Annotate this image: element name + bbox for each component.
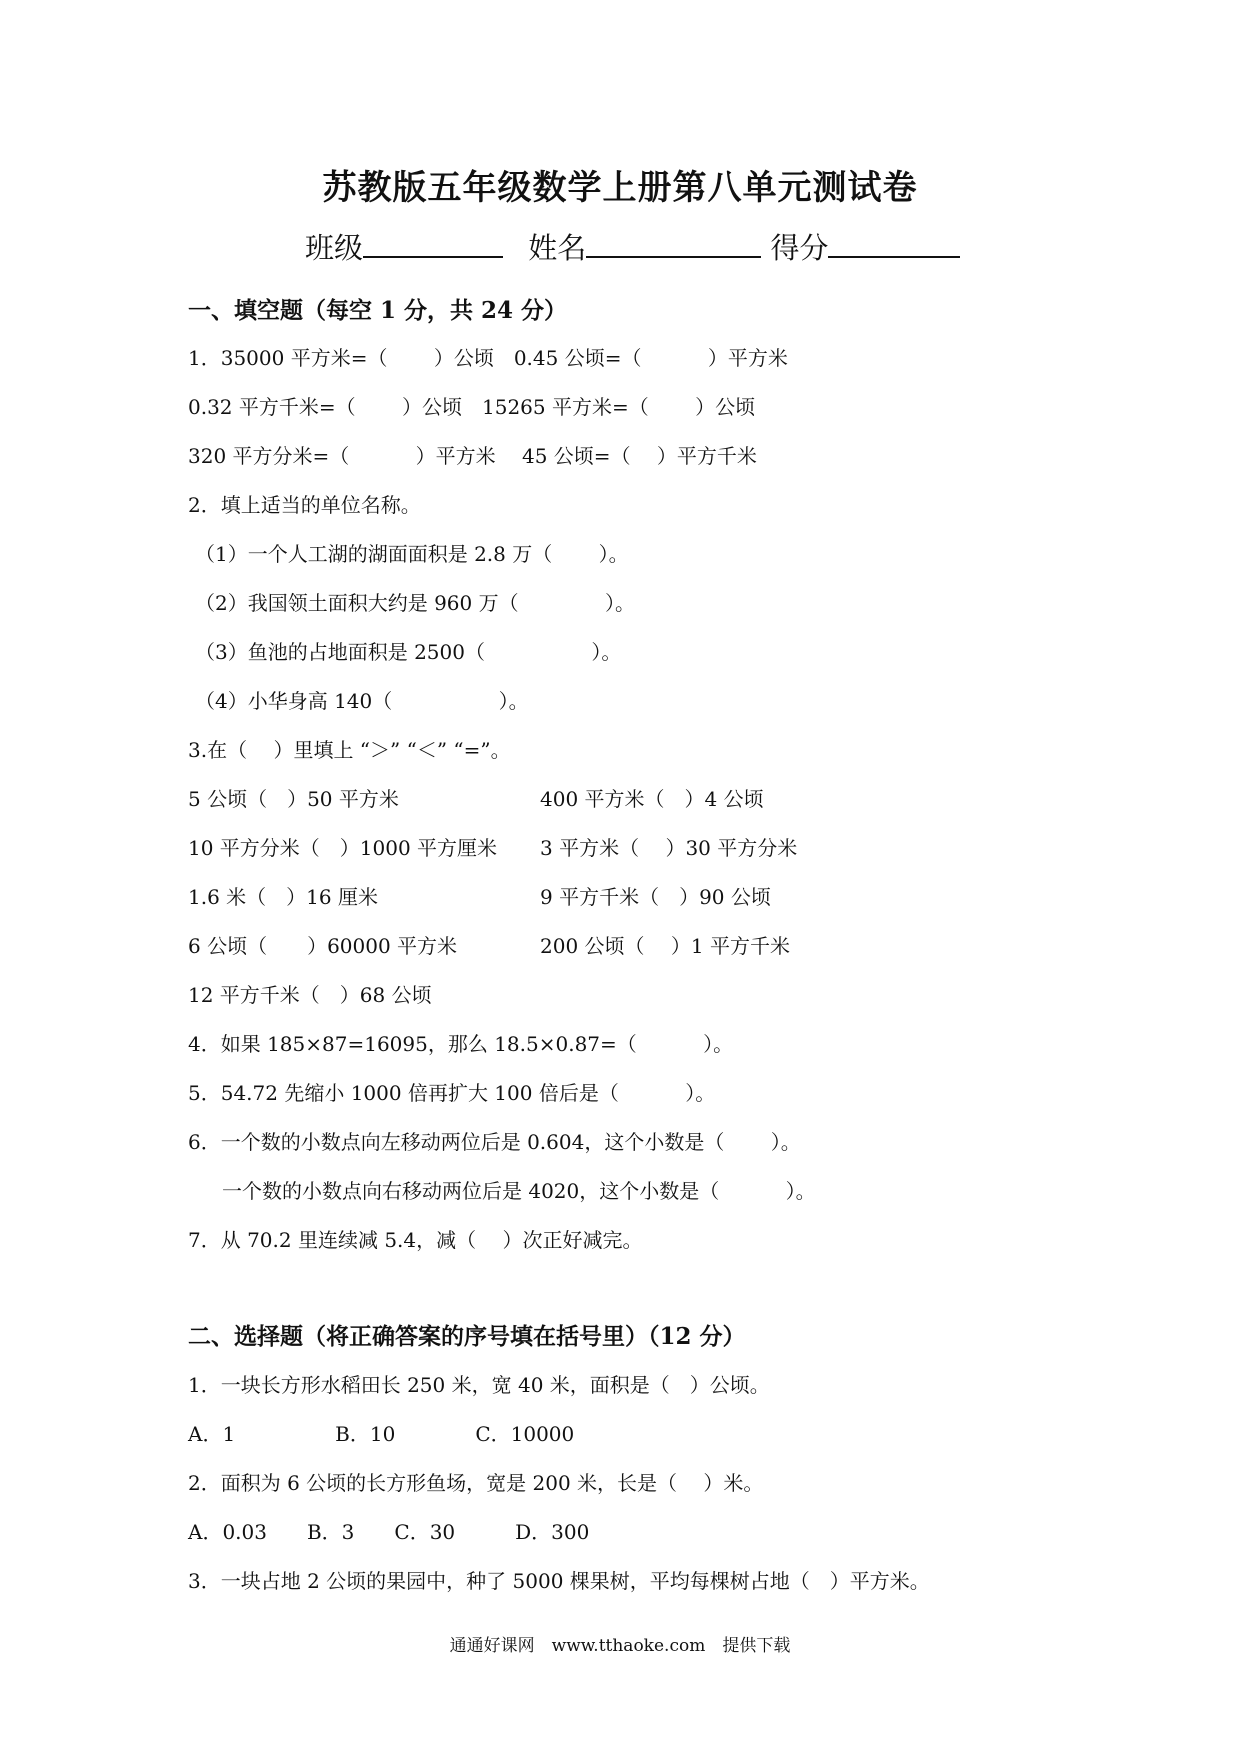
answer-options: A．0.03 B．3 C．30 D．300 [188, 1520, 590, 1544]
name-blank [586, 234, 761, 258]
question-line: （4）小华身高 140（ ）。 [195, 689, 529, 713]
compare-item: 12 平方千米（ ）68 公顷 [188, 983, 432, 1007]
question-line: （2）我国领土面积大约是 960 万（ ）。 [195, 591, 635, 615]
question-line: 320 平方分米=（ ）平方米 45 公顷=（ ）平方千米 [188, 444, 757, 468]
compare-item: 400 平方米（ ）4 公顷 [540, 787, 764, 811]
question-line: 5．54.72 先缩小 1000 倍再扩大 100 倍后是（ ）。 [188, 1081, 716, 1105]
footer-credit: 通通好课网 www.tthaoke.com 提供下载 [449, 1636, 791, 1656]
compare-item: 10 平方分米（ ）1000 平方厘米 [188, 836, 498, 860]
question-line: 3.在（ ）里填上 “＞” “＜” “=”。 [188, 738, 511, 762]
question-line: 一个数的小数点向右移动两位后是 4020，这个小数是（ ）。 [222, 1179, 816, 1203]
student-info-row [305, 226, 960, 267]
section2-heading: 二、选择题（将正确答案的序号填在括号里）（12 分） [188, 1323, 746, 1350]
question-line: 3．一块占地 2 公顷的果园中，种了 5000 棵果树，平均每棵树占地（ ）平方米。 [188, 1569, 930, 1593]
answer-options: A．1 B．10 C．10000 [188, 1422, 575, 1446]
section1-heading: 一、填空题（每空 1 分，共 24 分） [188, 297, 568, 324]
compare-item: 9 平方千米（ ）90 公顷 [540, 885, 771, 909]
compare-item: 6 公顷（ ）60000 平方米 [188, 934, 458, 958]
question-line: 0.32 平方千米=（ ）公顷 15265 平方米=（ ）公顷 [188, 395, 756, 419]
question-line: 2．填上适当的单位名称。 [188, 493, 421, 517]
page-title: 苏教版五年级数学上册第八单元测试卷 [322, 168, 918, 208]
question-line: 1．一块长方形水稻田长 250 米，宽 40 米，面积是（ ）公顷。 [188, 1373, 770, 1397]
name-label: 姓名 [528, 231, 587, 265]
score-label: 得分 [770, 231, 829, 265]
class-label: 班级 [305, 231, 364, 265]
question-line: 6．一个数的小数点向左移动两位后是 0.604，这个小数是（ ）。 [188, 1130, 801, 1154]
question-line: （3）鱼池的占地面积是 2500（ ）。 [195, 640, 622, 664]
question-line: 2．面积为 6 公顷的长方形鱼场，宽是 200 米，长是（ ）米。 [188, 1471, 764, 1495]
question-line: 7．从 70.2 里连续减 5.4，减（ ）次正好减完。 [188, 1228, 643, 1252]
score-blank [828, 234, 960, 258]
compare-item: 1.6 米（ ）16 厘米 [188, 885, 378, 909]
compare-item: 200 公顷（ ）1 平方千米 [540, 934, 790, 958]
question-line: （1）一个人工湖的湖面面积是 2.8 万（ ）。 [195, 542, 629, 566]
class-blank [363, 234, 503, 258]
question-line: 4．如果 185×87=16095，那么 18.5×0.87=（ ）。 [188, 1032, 734, 1056]
compare-item: 3 平方米（ ）30 平方分米 [540, 836, 798, 860]
question-line: 1．35000 平方米=（ ）公顷 0.45 公顷=（ ）平方米 [188, 346, 788, 370]
compare-item: 5 公顷（ ）50 平方米 [188, 787, 399, 811]
